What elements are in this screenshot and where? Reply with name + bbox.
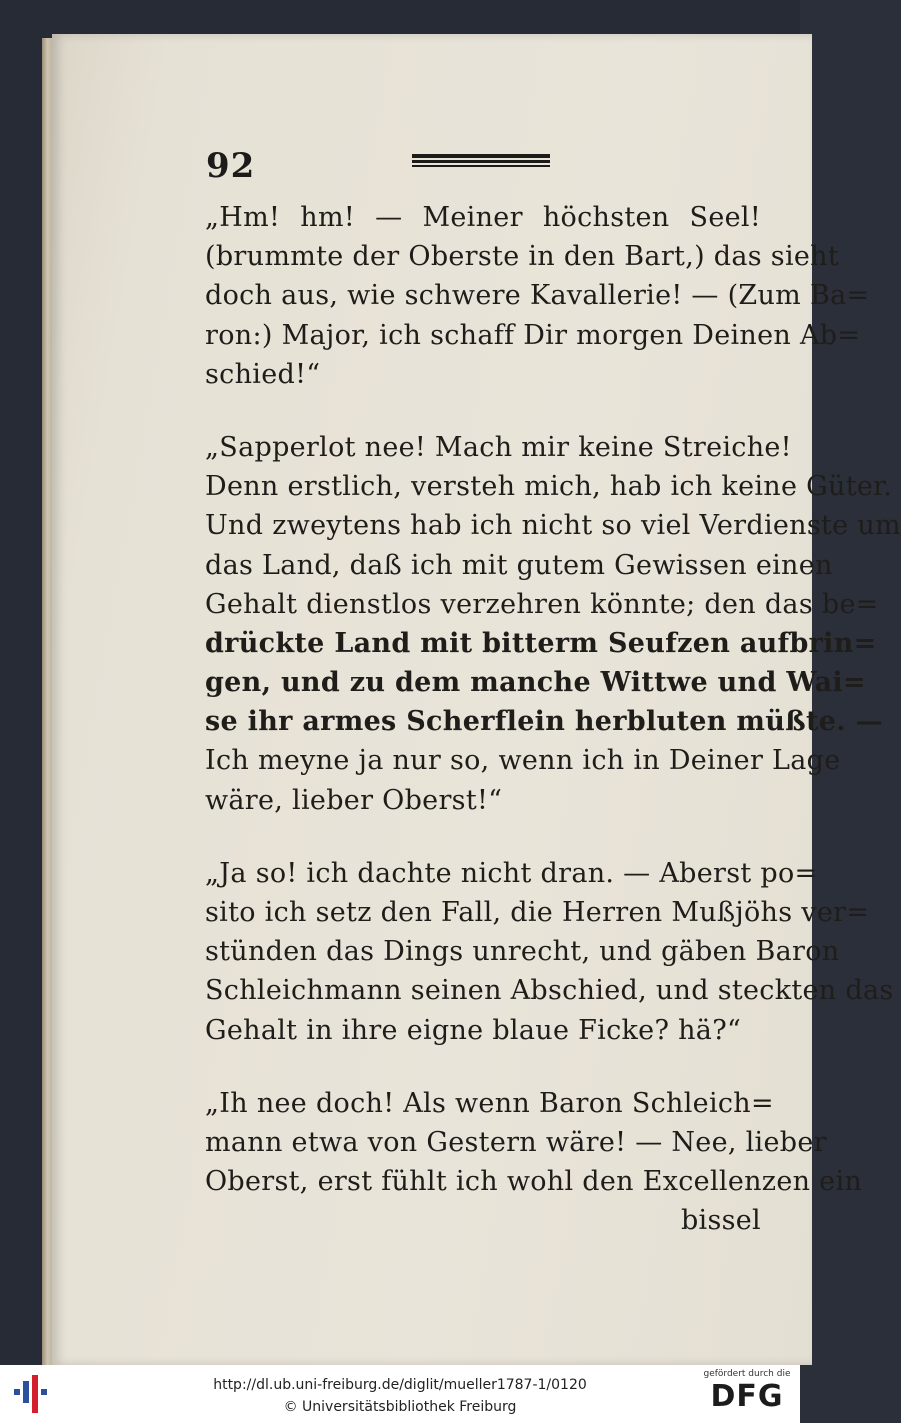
text-line: wäre, lieber Oberst!“ <box>205 784 503 816</box>
text-line: Schleichmann seinen Abschied, und steckten das <box>205 975 894 1007</box>
text-line-bold: gen, und zu dem manche Wittwe und Wai= <box>205 667 866 699</box>
paragraph <box>205 428 901 820</box>
copyright-notice: © Universitätsbibliothek Freiburg <box>283 1399 517 1415</box>
text-line: „Sapperlot nee! Mach mir keine Streiche! <box>205 431 792 463</box>
text-line: schied!“ <box>205 358 321 390</box>
text-line: „Ja so! ich dachte nicht dran. — Aberst po= <box>205 857 818 889</box>
text-line: doch aus, wie schwere Kavallerie! — (Zum Ba= <box>205 280 870 312</box>
paragraph <box>205 1084 863 1202</box>
text-line: Gehalt dienstlos verzehren könnte; den das be= <box>205 588 879 620</box>
page-text <box>205 198 901 1241</box>
catchword: bissel <box>680 1205 761 1237</box>
text-line: Gehalt in ihre eigne blaue Ficke? hä?“ <box>205 1014 742 1046</box>
text-line: (brummte der Oberste in den Bart,) das sieht <box>205 241 840 273</box>
text-line-bold: drückte Land mit bitterm Seufzen aufbrin= <box>205 627 877 659</box>
viewer-footer <box>0 1365 800 1423</box>
header-ornament <box>412 154 550 168</box>
text-line-bold: se ihr armes Scherflein herbluten müßte. — <box>205 706 883 738</box>
text-line: Denn erstlich, versteh mich, hab ich keine Güter. <box>205 471 893 503</box>
text-line: stünden das Dings unrecht, und gäben Baron <box>205 936 840 968</box>
text-line: das Land, daß ich mit gutem Gewissen einen <box>205 549 833 581</box>
permalink[interactable]: http://dl.ub.uni-freiburg.de/diglit/mueller1787-1/0120 <box>213 1377 587 1393</box>
text-line: sito ich setz den Fall, die Herren Mußjöhs ver= <box>205 897 870 928</box>
paragraph <box>205 854 894 1050</box>
text-line: „Hm! hm! — Meiner höchsten Seel! <box>205 202 761 233</box>
text-line: ron:) Major, ich schaff Dir morgen Deinen Ab= <box>205 319 861 351</box>
dfg-logo: gefördert durch die DFG <box>703 1369 791 1414</box>
text-line: mann etwa von Gestern wäre! — Nee, lieber <box>205 1126 827 1158</box>
text-line: Und zweytens hab ich nicht so viel Verdienste um <box>205 510 901 542</box>
text-line: „Ih nee doch! Als wenn Baron Schleich= <box>205 1087 774 1119</box>
paragraph <box>205 198 870 394</box>
text-line: Oberst, erst fühlt ich wohl den Excellenzen ein <box>205 1166 863 1198</box>
page-number: 92 <box>206 146 256 186</box>
text-line: Ich meyne ja nur so, wenn ich in Deiner Lage <box>205 745 841 777</box>
